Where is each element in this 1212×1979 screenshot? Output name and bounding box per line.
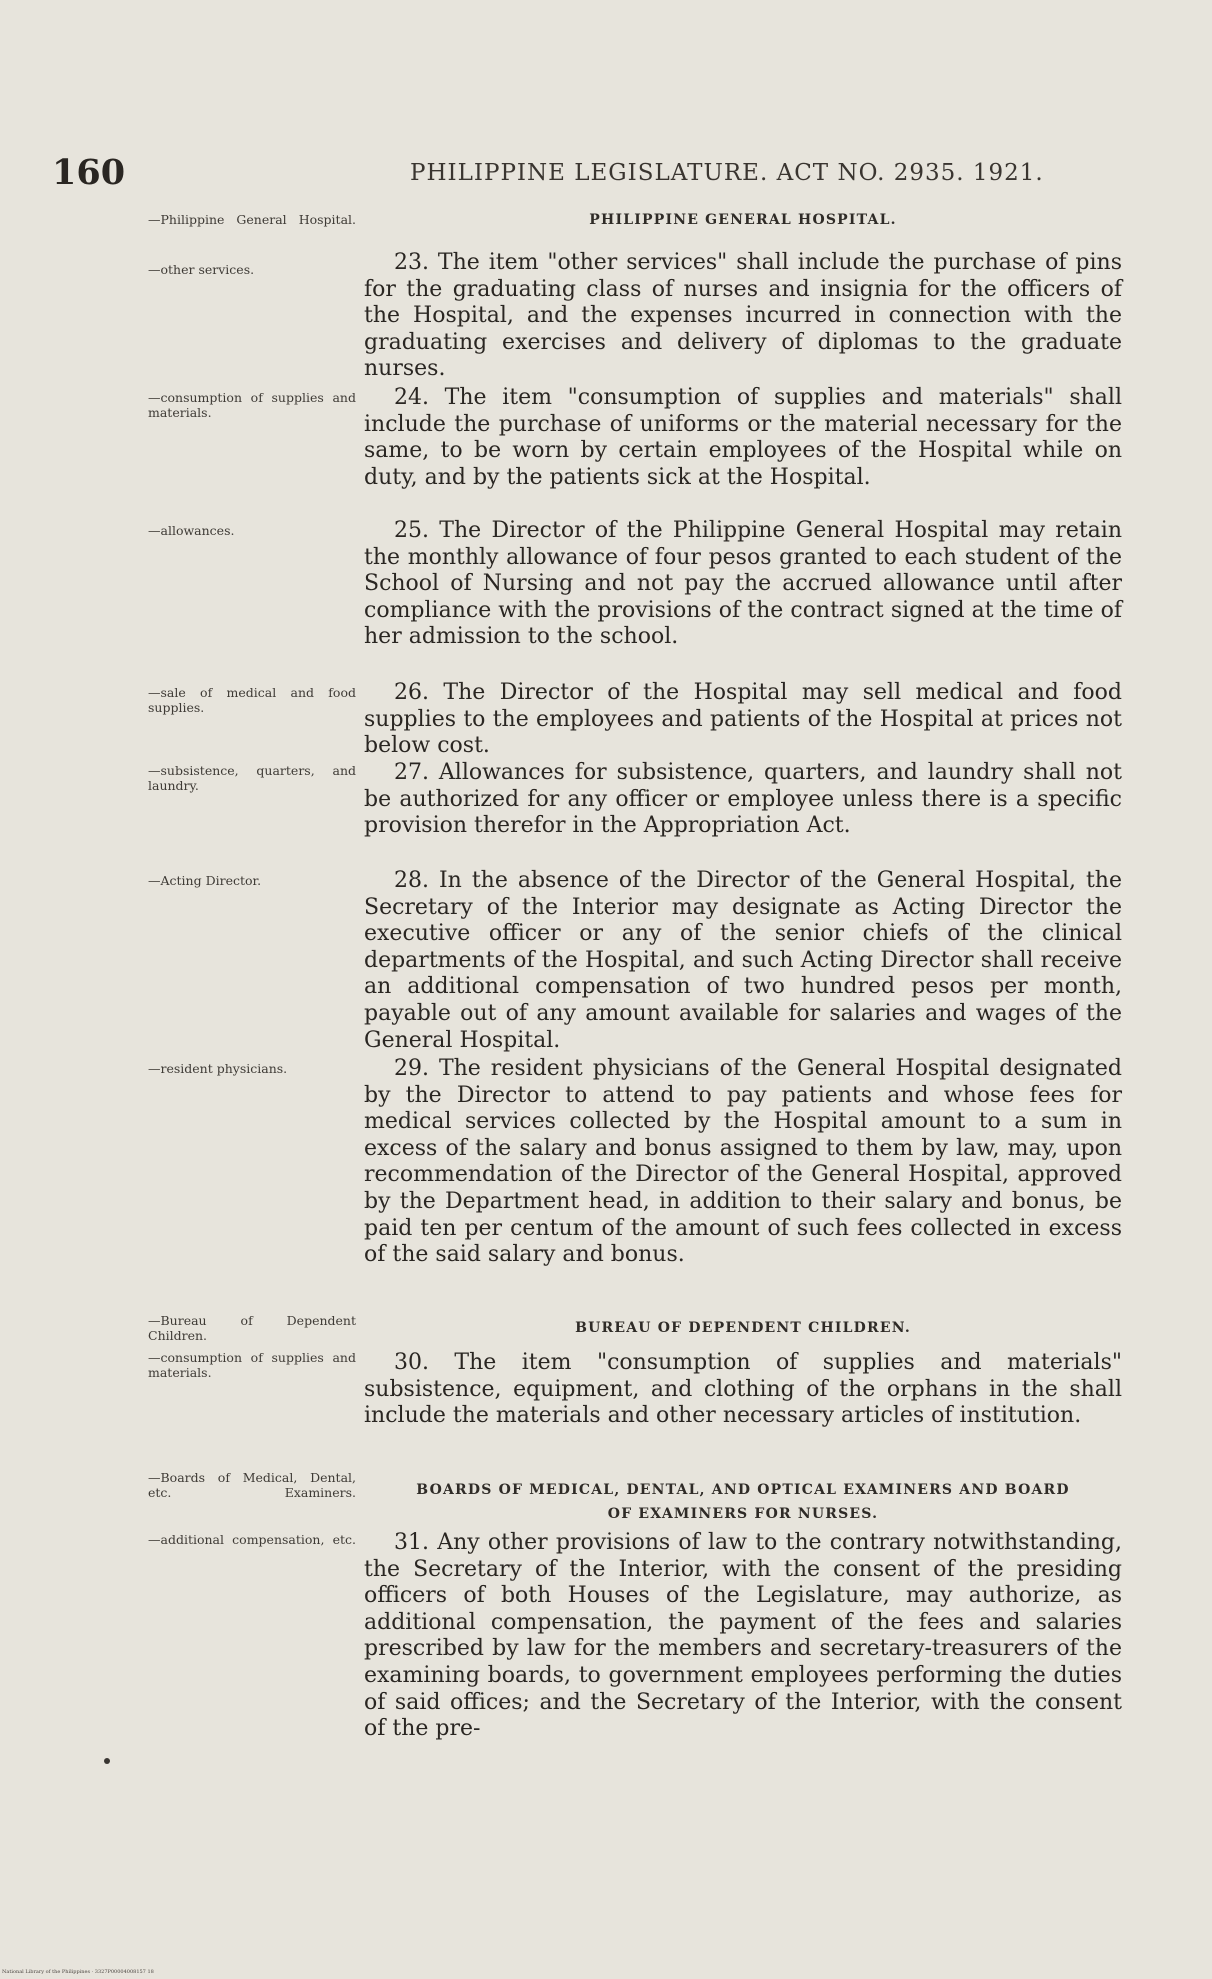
section-text: 25. The Director of the Philippine General Hospital may retain the monthly allowance of four pesos granted to each student of the School of Nursing and not pay the accrued allowance until after compliance with the provisions of the contract signed at the time of her admission to the school.	[364, 518, 1122, 650]
section-26	[364, 680, 1122, 760]
margin-note: —subsistence, quarters, and laundry.	[148, 763, 356, 793]
section-text: 30. The item "consumption of supplies and materials" subsistence, equipment, and clothing of the orphans in the shall include the materials and other necessary articles of institution.	[364, 1350, 1122, 1429]
section-29	[364, 1056, 1122, 1269]
section-23	[364, 250, 1122, 383]
margin-note: —additional compensation, etc.	[148, 1532, 356, 1547]
section-heading: BUREAU OF DEPENDENT CHILDREN.	[575, 1320, 911, 1336]
section-text: 28. In the absence of the Director of the General Hospital, the Secretary of the Interior may designate as Acting Director the executive officer or any of the senior chiefs of the clinical departments of the Hospital, and such Acting Director shall receive an additional compensation of two hundred pesos per month, payable out of any amount available for salaries and wages of the General Hospital.	[364, 868, 1122, 1053]
margin-note: —Bureau of Dependent Children.	[148, 1313, 356, 1343]
section-heading: BOARDS OF MEDICAL, DENTAL, AND OPTICAL EXAMINERS AND BOARD OF EXAMINERS FOR NURSES.	[416, 1482, 1070, 1522]
section-31	[364, 1530, 1122, 1743]
section-27	[364, 760, 1122, 840]
section-28	[364, 868, 1122, 1054]
section-24	[364, 385, 1122, 491]
section-30	[364, 1350, 1122, 1430]
section-text: 23. The item "other services" shall include the purchase of pins for the graduating class of nurses and insignia for the officers of the Hospital, and the expenses incurred in connection with the graduating exercises and delivery of diplomas to the graduate nurses.	[364, 250, 1122, 382]
margin-note: —Philippine General Hospital.	[148, 212, 356, 227]
margin-note: —consumption of supplies and materials.	[148, 390, 356, 420]
margin-note: —consumption of supplies and materials.	[148, 1350, 356, 1380]
running-head	[52, 152, 1122, 202]
section-text: 29. The resident physicians of the General Hospital designated by the Director to attend to pay patients and whose fees for medical services collected by the Hospital amount to a sum in excess of the salary and bonus assigned to them by law, may, upon recommendation of the Director of the General Hospital, approved by the Department head, in addition to their salary and bonus, be paid ten per centum of the amount of such fees collected in excess of the said salary and bonus.	[364, 1056, 1122, 1268]
section-text: 24. The item "consumption of supplies and materials" shall include the purchase of uniforms or the material necessary for the same, to be worn by certain employees of the Hospital while on duty, and by the patients sick at the Hospital.	[364, 385, 1122, 490]
margin-note: —Acting Director.	[148, 873, 262, 888]
running-title: PHILIPPINE LEGISLATURE. ACT NO. 2935. 1921.	[410, 160, 1044, 186]
margin-note: —allowances.	[148, 523, 235, 538]
margin-note: —other services.	[148, 262, 255, 277]
section-heading: PHILIPPINE GENERAL HOSPITAL.	[589, 212, 897, 228]
section-text: 31. Any other provisions of law to the contrary notwithstanding, the Secretary of the Interior, with the consent of the presiding officers of both Houses of the Legislature, may authorize, as additional compensation, the payment of the fees and salaries prescribed by law for the members and secretary-treasurers of the examining boards, to government employees performing the duties of said offices; and the Secretary of the Interior, with the consent of the pre-	[364, 1530, 1122, 1742]
margin-note: —sale of medical and food supplies.	[148, 685, 356, 715]
section-text: 27. Allowances for subsistence, quarters, and laundry shall not be authorized for any officer or employee unless there is a specific provision therefor in the Appropriation Act.	[364, 760, 1122, 839]
page-number: 160	[52, 152, 126, 193]
margin-note: —Boards of Medical, Dental, etc. Examiners.	[148, 1470, 356, 1500]
section-text: 26. The Director of the Hospital may sell medical and food supplies to the employees and patients of the Hospital at prices not below cost.	[364, 680, 1122, 759]
archive-id: National Library of the Philippines · 3327P00004008157 18	[2, 1969, 154, 1975]
margin-note: —resident physicians.	[148, 1061, 288, 1076]
scan-speck	[104, 1758, 110, 1764]
section-25	[364, 518, 1122, 651]
